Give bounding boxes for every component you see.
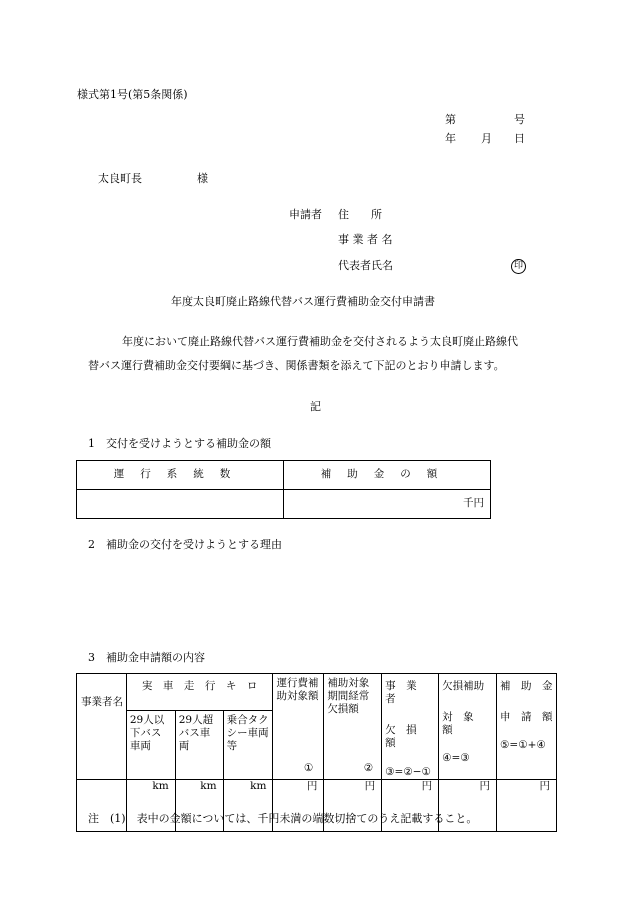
addressee-name: 太良町長	[98, 172, 142, 185]
applicant-address: 住 所	[338, 208, 382, 221]
grant-amount-cell[interactable]: 千円	[284, 490, 491, 519]
section1-heading: 1 交付を受けようとする補助金の額	[88, 437, 271, 450]
section3-heading: 3 補助金申請額の内容	[88, 651, 205, 664]
applicant-business-name: 事 業 者 名	[338, 233, 393, 246]
header-mileage: 実 車 走 行 キ ロ	[126, 674, 273, 711]
footnote: 注 (1) 表中の金額については、千円未満の端数切捨てのうえ記載すること。	[88, 812, 478, 825]
header-small-bus: 29人以下バス車両	[126, 711, 175, 780]
small-bus-km-cell[interactable]: km	[126, 779, 175, 831]
taxi-km-cell[interactable]: km	[223, 779, 273, 831]
header-route-count: 運行系統数	[77, 461, 284, 490]
deficit-cell[interactable]: 円	[324, 779, 382, 831]
date-year: 年	[445, 132, 456, 145]
operator-deficit-cell[interactable]: 円	[382, 779, 439, 831]
addressee-honorific: 様	[197, 172, 208, 185]
grant-amount-table	[76, 460, 491, 519]
date-month: 月	[481, 132, 492, 145]
number-label-go: 号	[514, 113, 525, 126]
header-subsidy-target: 欠損補助 対 象 額 ④=③	[439, 674, 497, 780]
date-day: 日	[514, 132, 525, 145]
seal-icon	[511, 259, 526, 274]
section2-heading: 2 補助金の交付を受けようとする理由	[88, 538, 282, 551]
header-large-bus: 29人超バス車両	[175, 711, 223, 780]
header-operator-deficit: 事 業 者 欠 損 額 ③=②−①	[382, 674, 439, 780]
header-no-1: ①	[303, 761, 314, 774]
body-line-2: 替バス運行費補助金交付要綱に基づき、関係書類を添えて下記のとおり申請します。	[88, 359, 505, 372]
document-title: 年度太良町廃止路線代替バス運行費補助金交付申請書	[171, 295, 435, 308]
header-operator: 事業者名	[77, 674, 127, 780]
ki-heading: 記	[310, 400, 321, 413]
number-label-dai: 第	[445, 113, 456, 126]
header-taxi: 乗合タクシー車両等	[223, 711, 273, 780]
header-deficit: 補助対象期間経常欠損額 ②	[324, 674, 382, 780]
header-requested-amount: 補 助 金 申 請 額 ⑤=①+④	[496, 674, 556, 780]
applicant-label: 申請者	[289, 208, 322, 221]
applicant-representative: 代表者氏名	[338, 259, 393, 272]
header-grant-amount: 補助金の額	[284, 461, 491, 490]
form-number: 様式第1号(第5条関係)	[77, 88, 188, 101]
application-detail-table	[76, 673, 557, 832]
body-line-1: 年度において廃止路線代替バス運行費補助金を交付されるよう太良町廃止路線代	[122, 335, 518, 348]
operating-cost-cell[interactable]: 円	[273, 779, 324, 831]
route-count-cell[interactable]	[77, 490, 284, 519]
seal-mark: 印	[511, 259, 526, 274]
large-bus-km-cell[interactable]: km	[175, 779, 223, 831]
header-operating-cost: 運行費補助対象額 ①	[273, 674, 324, 780]
header-no-2: ②	[363, 761, 374, 774]
requested-amount-cell[interactable]: 円	[496, 779, 556, 831]
subsidy-target-cell[interactable]: 円	[439, 779, 497, 831]
